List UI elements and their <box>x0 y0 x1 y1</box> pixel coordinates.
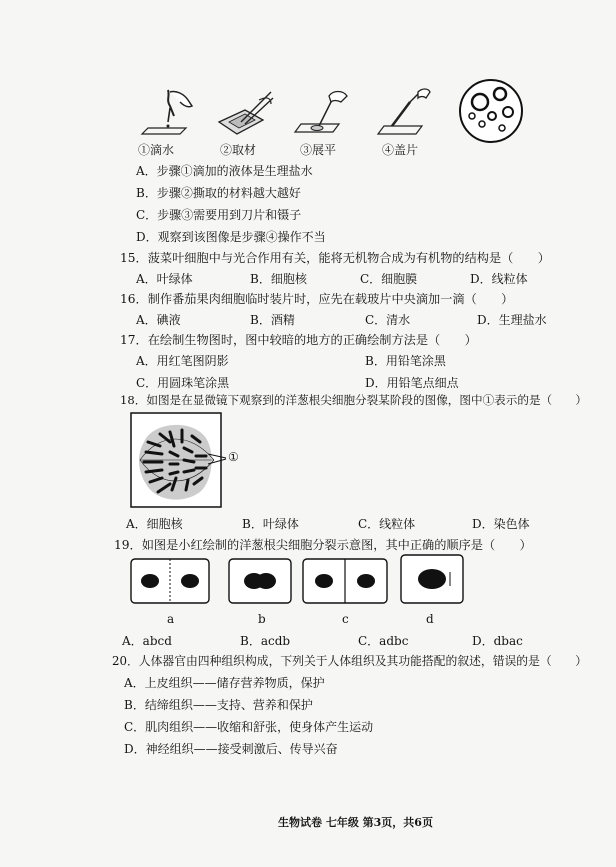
q16-option-a[interactable]: A．碘液 <box>136 313 181 327</box>
q18-option-d[interactable]: D．染色体 <box>472 517 530 531</box>
step-label-1: ①滴水 <box>138 143 175 157</box>
q17-option-c[interactable]: C．用圆珠笔涂黑 <box>136 376 230 390</box>
q18-option-b[interactable]: B．叶绿体 <box>242 517 299 531</box>
q17-option-a[interactable]: A．用红笔图阴影 <box>136 354 229 368</box>
q20-option-a[interactable]: A．上皮组织——储存营养物质，保护 <box>124 676 325 690</box>
q17-stem: 17．在绘制生物图时，图中较暗的地方的正确绘制方法是（ ） <box>120 333 477 347</box>
q15-option-a[interactable]: A．叶绿体 <box>136 272 193 286</box>
q20-option-c[interactable]: C．肌肉组织——收缩和舒张，使身体产生运动 <box>124 720 374 734</box>
q20-option-b[interactable]: B．结缔组织——支持、营养和保护 <box>124 698 313 712</box>
q18-stem: 18．如图是在显微镜下观察到的洋葱根尖细胞分裂某阶段的图像，图中①表示的是（ ） <box>120 393 587 407</box>
q14-option-a[interactable]: A．步骤①滴加的液体是生理盐水 <box>136 164 313 178</box>
q16-stem: 16．制作番茄果肉细胞临时装片时，应先在载玻片中央滴加一滴（ ） <box>120 292 514 306</box>
q19-cell-label-b: b <box>258 612 266 626</box>
q19-cell-d <box>400 554 464 604</box>
q18-cell-division-figure <box>130 412 222 508</box>
microscope-view-figure <box>456 76 526 146</box>
q14-option-d[interactable]: D．观察到该图像是步骤④操作不当 <box>136 230 326 244</box>
q18-option-a[interactable]: A．细胞核 <box>126 517 183 531</box>
q17-option-b[interactable]: B．用铅笔涂黑 <box>365 354 446 368</box>
q15-option-b[interactable]: B．细胞核 <box>250 272 307 286</box>
q20-option-d[interactable]: D．神经组织——接受刺激后、传导兴奋 <box>124 742 338 756</box>
q17-option-d[interactable]: D．用铅笔点细点 <box>365 376 459 390</box>
step3-flatten-figure <box>295 88 355 138</box>
step1-drip-figure <box>140 86 200 136</box>
step-label-3: ③展平 <box>300 143 337 157</box>
q19-cell-label-c: c <box>342 612 349 626</box>
q15-option-c[interactable]: C．细胞膜 <box>360 272 418 286</box>
step-label-2: ②取材 <box>220 143 257 157</box>
q15-stem: 15．菠菜叶细胞中与光合作用有关，能将无机物合成为有机物的结构是（ ） <box>120 251 550 265</box>
q19-cell-label-d: d <box>426 612 434 626</box>
q19-cell-a <box>130 558 210 604</box>
q16-option-b[interactable]: B．酒精 <box>250 313 295 327</box>
step2-take-figure <box>215 88 275 138</box>
q20-stem: 20．人体器官由四种组织构成，下列关于人体组织及其功能搭配的叙述，错误的是（ ） <box>112 654 588 668</box>
q19-stem: 19．如图是小红绘制的洋葱根尖细胞分裂示意图，其中正确的顺序是（ ） <box>114 538 532 552</box>
q19-cell-b <box>228 558 292 604</box>
q18-figure-label: ① <box>228 450 239 464</box>
q14-option-c[interactable]: C．步骤③需要用到刀片和镊子 <box>136 208 302 222</box>
q19-option-d[interactable]: D．dbac <box>472 634 523 648</box>
step4-cover-figure <box>378 86 438 136</box>
q19-option-c[interactable]: C．adbc <box>358 634 409 648</box>
q14-option-b[interactable]: B．步骤②撕取的材料越大越好 <box>136 186 301 200</box>
q16-option-c[interactable]: C．清水 <box>365 313 411 327</box>
step-label-4: ④盖片 <box>382 143 419 157</box>
q18-option-c[interactable]: C．线粒体 <box>358 517 416 531</box>
q19-cell-label-a: a <box>167 612 175 626</box>
q16-option-d[interactable]: D．生理盐水 <box>477 313 547 327</box>
q15-option-d[interactable]: D．线粒体 <box>470 272 528 286</box>
page-footer: 生物试卷 七年级 第3页，共6页 <box>278 816 433 829</box>
q19-cell-c <box>302 558 388 604</box>
q19-option-b[interactable]: B．acdb <box>240 634 291 648</box>
q19-option-a[interactable]: A．abcd <box>122 634 172 648</box>
